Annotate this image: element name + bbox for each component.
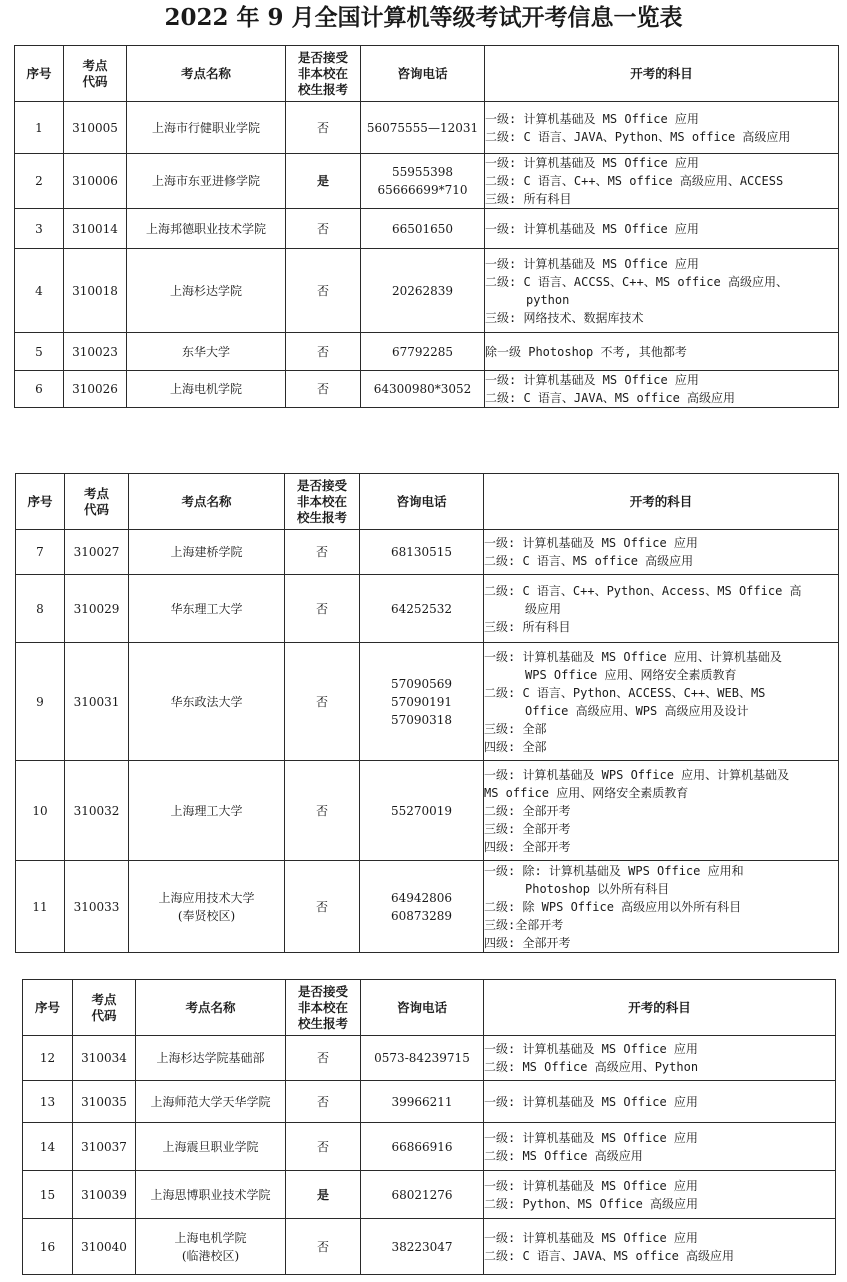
subject-line: 一级: 除: 计算机基础及 WPS Office 应用和 [484, 863, 744, 878]
subjects [484, 1036, 836, 1081]
subjects [484, 643, 839, 761]
subject-line: 一级: 计算机基础及 MS Office 应用 [485, 256, 699, 271]
row-number: 7 [16, 530, 65, 575]
subject-line: 级应用 [525, 601, 562, 616]
header-code [64, 46, 127, 102]
subject-line: 二级: C 语言、JAVA、Python、MS office 高级应用 [485, 129, 791, 144]
header-label: 考点 [83, 485, 109, 501]
phone-number: 68130515 [390, 545, 453, 559]
subject-line: Office 高级应用、WPS 高级应用及设计 [525, 703, 749, 718]
header-label: 代码 [83, 501, 109, 517]
table-row [15, 209, 839, 249]
site-code: 310023 [64, 333, 127, 371]
consult-phone [361, 1171, 484, 1219]
subject-line: 三级:全部开考 [484, 917, 564, 932]
header-name [127, 46, 286, 102]
header-label: 考点 [82, 57, 108, 73]
subjects [485, 154, 839, 209]
subjects [484, 530, 839, 575]
header-subjects [485, 46, 839, 102]
site-code: 310031 [65, 643, 129, 761]
header-subjects [484, 980, 836, 1036]
site-name-line: 上海应用技术大学 [158, 890, 255, 905]
site-name-line: (奉贤校区) [177, 908, 236, 923]
subject-line: 三级: 全部 [484, 721, 547, 736]
subject-line: 二级: 除 WPS Office 高级应用以外所有科目 [484, 899, 742, 914]
row-number: 5 [15, 333, 64, 371]
site-name-line: 上海震旦职业学院 [162, 1139, 259, 1154]
subject-line: 二级: MS Office 高级应用、Python [484, 1060, 699, 1074]
accept-status: 否 [286, 1123, 361, 1171]
row-number: 15 [23, 1171, 73, 1219]
site-code: 310032 [65, 761, 129, 861]
site-code: 310034 [73, 1036, 136, 1081]
consult-phone [360, 643, 484, 761]
subject-line: python [526, 292, 570, 307]
header-accept [286, 46, 361, 102]
subject-line: 二级: C 语言、JAVA、MS office 高级应用 [484, 1248, 735, 1263]
header-row [23, 980, 836, 1036]
site-name-line: 上海杉达学院 [169, 283, 242, 298]
site-name-line: 上海电机学院 [174, 1230, 247, 1245]
subjects [484, 1081, 836, 1123]
consult-phone [360, 530, 484, 575]
subject-line: 二级: C 语言、C++、MS office 高级应用、ACCESS [485, 174, 784, 188]
site-name-line: 上海思博职业技术学院 [150, 1187, 271, 1202]
subject-line: 二级: MS Office 高级应用 [484, 1148, 643, 1163]
site-name-line: 上海市行健职业学院 [151, 120, 260, 135]
consult-phone [361, 1123, 484, 1171]
table-row [23, 1081, 836, 1123]
phone-number: 65666699*710 [377, 183, 468, 197]
accept-status: 否 [286, 333, 361, 371]
table-row [16, 861, 839, 953]
header-row [15, 46, 839, 102]
info-table [22, 979, 836, 1275]
subject-line: 一级: 计算机基础及 MS Office 应用 [484, 1230, 698, 1245]
row-number: 14 [23, 1123, 73, 1171]
accept-status: 否 [285, 575, 360, 643]
subject-line: 一级: 计算机基础及 MS Office 应用 [484, 1130, 698, 1145]
site-code: 310033 [65, 861, 129, 953]
consult-phone [360, 575, 484, 643]
header-code [65, 474, 129, 530]
accept-status: 否 [286, 102, 361, 154]
header-label: 咨询电话 [396, 493, 447, 509]
subjects [484, 1123, 836, 1171]
subject-line: 四级: 全部 [484, 739, 547, 754]
site-code: 310006 [64, 154, 127, 209]
phone-number: 57090569 [390, 676, 453, 691]
site-code: 310014 [64, 209, 127, 249]
subject-line: 二级: C 语言、MS office 高级应用 [484, 554, 694, 568]
site-name [129, 575, 285, 643]
subject-line: 一级: 计算机基础及 MS Office 应用 [484, 536, 698, 550]
subject-line: 一级: 计算机基础及 MS Office 应用 [485, 156, 699, 170]
subject-line: 一级: 计算机基础及 MS Office 应用 [484, 1042, 698, 1056]
subjects [484, 861, 839, 953]
header-accept [285, 474, 360, 530]
subject-line: 一级: 计算机基础及 WPS Office 应用、计算机基础及 [484, 767, 790, 782]
phone-number: 38223047 [391, 1239, 453, 1254]
subjects [485, 249, 839, 333]
row-number: 12 [23, 1036, 73, 1081]
phone-number: 64300980*3052 [373, 382, 472, 396]
accept-status: 是 [286, 154, 361, 209]
header-phone [361, 980, 484, 1036]
phone-number: 64252532 [390, 601, 453, 616]
site-name-line: 上海师范大学天华学院 [150, 1094, 271, 1109]
subject-line: 一级: 计算机基础及 MS Office 应用 [485, 111, 699, 126]
table-row [16, 643, 839, 761]
consult-phone [361, 1081, 484, 1123]
row-number: 13 [23, 1081, 73, 1123]
consult-phone [360, 861, 484, 953]
subject-line: 四级: 全部开考 [484, 839, 571, 854]
accept-status: 否 [285, 643, 360, 761]
header-label: 考点名称 [185, 999, 236, 1015]
site-code: 310037 [73, 1123, 136, 1171]
accept-status: 否 [286, 1036, 361, 1081]
row-number: 11 [16, 861, 65, 953]
site-name-line: 上海邦德职业技术学院 [145, 221, 266, 236]
table-row [15, 371, 839, 408]
site-name [127, 154, 286, 209]
header-label: 开考的科目 [629, 493, 693, 509]
header-label: 序号 [26, 65, 52, 81]
site-code: 310040 [73, 1219, 136, 1275]
header-label: 咨询电话 [396, 999, 447, 1015]
header-code [73, 980, 136, 1036]
subject-line: 二级: C 语言、C++、Python、Access、MS Office 高 [484, 583, 802, 598]
site-name-line: 上海杉达学院基础部 [156, 1051, 265, 1065]
table-row [15, 154, 839, 209]
subject-line: 四级: 全部开考 [484, 935, 571, 950]
subject-line: 二级: Python、MS Office 高级应用 [484, 1196, 699, 1211]
site-name-line: 华东政法大学 [170, 694, 243, 709]
header-label: 代码 [82, 73, 108, 89]
header-no [23, 980, 73, 1036]
subject-line: 二级: 全部开考 [484, 803, 571, 818]
header-label: 是否接受 [297, 983, 348, 999]
header-no [16, 474, 65, 530]
accept-status: 否 [286, 249, 361, 333]
site-code: 310039 [73, 1171, 136, 1219]
subject-line: 一级: 计算机基础及 MS Office 应用 [485, 221, 699, 236]
table-row [23, 1219, 836, 1275]
consult-phone [361, 1219, 484, 1275]
table-row [23, 1171, 836, 1219]
header-label: 考点名称 [181, 493, 232, 509]
header-subjects [484, 474, 839, 530]
site-name-line: 上海电机学院 [169, 382, 242, 396]
site-name-line: 上海理工大学 [170, 803, 243, 818]
phone-number: 64942806 [390, 890, 453, 905]
header-label: 非本校在 [296, 493, 347, 509]
site-name [136, 1123, 286, 1171]
header-name [129, 474, 285, 530]
row-number: 16 [23, 1219, 73, 1275]
subject-line: 三级: 网络技术、数据库技术 [485, 310, 644, 325]
row-number: 9 [16, 643, 65, 761]
accept-status: 是 [286, 1171, 361, 1219]
header-label: 非本校在 [297, 999, 348, 1015]
subjects [485, 333, 839, 371]
phone-number: 68021276 [391, 1187, 453, 1202]
site-name-line: 华东理工大学 [170, 601, 243, 616]
subject-line: 三级: 所有科目 [484, 619, 571, 634]
site-name [136, 1171, 286, 1219]
phone-number: 67792285 [391, 344, 454, 359]
table-row [15, 102, 839, 154]
site-name [129, 761, 285, 861]
row-number: 6 [15, 371, 64, 408]
site-code: 310027 [65, 530, 129, 575]
subject-line: 一级: 计算机基础及 MS Office 应用 [485, 373, 699, 387]
site-name [129, 530, 285, 575]
row-number: 4 [15, 249, 64, 333]
consult-phone [361, 154, 485, 209]
site-code: 310026 [64, 371, 127, 408]
phone-number: 60873289 [390, 908, 453, 923]
subjects [484, 575, 839, 643]
accept-status: 否 [286, 1081, 361, 1123]
phone-number: 57090191 [390, 694, 453, 709]
site-name [129, 861, 285, 953]
subjects [484, 1171, 836, 1219]
consult-phone [361, 209, 485, 249]
subject-line: Photoshop 以外所有科目 [525, 881, 670, 896]
consult-phone [361, 371, 485, 408]
site-name [136, 1036, 286, 1081]
site-name [127, 333, 286, 371]
header-name [136, 980, 286, 1036]
table-row [15, 333, 839, 371]
site-code: 310018 [64, 249, 127, 333]
subject-line: 一级: 计算机基础及 MS Office 应用 [484, 1178, 698, 1193]
subject-line: 三级: 全部开考 [484, 821, 571, 836]
header-row [16, 474, 839, 530]
subject-line: 一级: 计算机基础及 MS Office 应用 [484, 1094, 698, 1109]
site-name [129, 643, 285, 761]
table-row [16, 575, 839, 643]
header-label: 咨询电话 [397, 65, 448, 81]
consult-phone [360, 761, 484, 861]
site-name [127, 371, 286, 408]
phone-number: 57090318 [390, 712, 453, 727]
subject-line: 一级: 计算机基础及 MS Office 应用、计算机基础及 [484, 649, 782, 664]
subject-line: 除一级 Photoshop 不考, 其他都考 [485, 344, 687, 359]
header-label: 校生报考 [297, 81, 348, 97]
header-label: 非本校在 [297, 65, 348, 81]
subjects [485, 371, 839, 408]
subject-line: MS office 应用、网络安全素质教育 [484, 785, 689, 800]
header-label: 序号 [27, 493, 53, 509]
phone-number: 56075555—12031 [366, 120, 479, 135]
table-row [15, 249, 839, 333]
header-label: 校生报考 [297, 1015, 348, 1031]
site-name [127, 249, 286, 333]
subject-line: 二级: C 语言、Python、ACCESS、C++、WEB、MS [484, 685, 766, 700]
row-number: 2 [15, 154, 64, 209]
site-code: 310029 [65, 575, 129, 643]
header-accept [286, 980, 361, 1036]
header-label: 校生报考 [296, 509, 347, 525]
site-name [127, 102, 286, 154]
site-name [136, 1219, 286, 1275]
header-label: 开考的科目 [630, 65, 693, 81]
header-phone [361, 46, 485, 102]
phone-number: 55955398 [391, 165, 454, 179]
subjects [484, 761, 839, 861]
subjects [484, 1219, 836, 1275]
table-row [23, 1036, 836, 1081]
table-row [23, 1123, 836, 1171]
accept-status: 否 [285, 861, 360, 953]
row-number: 1 [15, 102, 64, 154]
header-label: 序号 [34, 999, 60, 1015]
subjects [485, 209, 839, 249]
phone-number: 39966211 [391, 1094, 453, 1109]
site-name [136, 1081, 286, 1123]
header-label: 是否接受 [297, 49, 348, 65]
site-code: 310035 [73, 1081, 136, 1123]
phone-number: 66501650 [391, 221, 454, 236]
subject-line: 二级: C 语言、ACCSS、C++、MS office 高级应用、 [485, 274, 788, 289]
site-name-line: 上海市东亚进修学院 [151, 174, 260, 188]
consult-phone [361, 102, 485, 154]
info-table [15, 473, 839, 953]
row-number: 3 [15, 209, 64, 249]
subject-line: 三级: 所有科目 [485, 192, 572, 206]
header-label: 是否接受 [296, 477, 347, 493]
subjects [485, 102, 839, 154]
header-phone [360, 474, 484, 530]
site-code: 310005 [64, 102, 127, 154]
table-row [16, 761, 839, 861]
subject-line: 二级: C 语言、JAVA、MS office 高级应用 [485, 391, 736, 405]
site-name-line: (临港校区) [181, 1248, 240, 1263]
row-number: 8 [16, 575, 65, 643]
consult-phone [361, 249, 485, 333]
consult-phone [361, 333, 485, 371]
phone-number: 0573-84239715 [374, 1051, 470, 1065]
phone-number: 20262839 [391, 283, 454, 298]
accept-status: 否 [286, 1219, 361, 1275]
accept-status: 否 [285, 761, 360, 861]
header-label: 开考的科目 [628, 999, 691, 1015]
header-label: 考点名称 [180, 65, 231, 81]
accept-status: 否 [285, 530, 360, 575]
site-name-line: 上海建桥学院 [170, 545, 243, 559]
header-label: 考点 [91, 991, 117, 1007]
site-name [127, 209, 286, 249]
info-table [14, 45, 839, 408]
consult-phone [361, 1036, 484, 1081]
header-label: 代码 [91, 1007, 117, 1023]
table-row [16, 530, 839, 575]
header-no [15, 46, 64, 102]
page-title: 2022 年 9 月全国计算机等级考试开考信息一览表 [164, 4, 683, 31]
phone-number: 55270019 [390, 803, 453, 818]
accept-status: 否 [286, 371, 361, 408]
subject-line: WPS Office 应用、网络安全素质教育 [525, 667, 737, 682]
accept-status: 否 [286, 209, 361, 249]
phone-number: 66866916 [391, 1139, 453, 1154]
site-name-line: 东华大学 [181, 344, 230, 359]
row-number: 10 [16, 761, 65, 861]
